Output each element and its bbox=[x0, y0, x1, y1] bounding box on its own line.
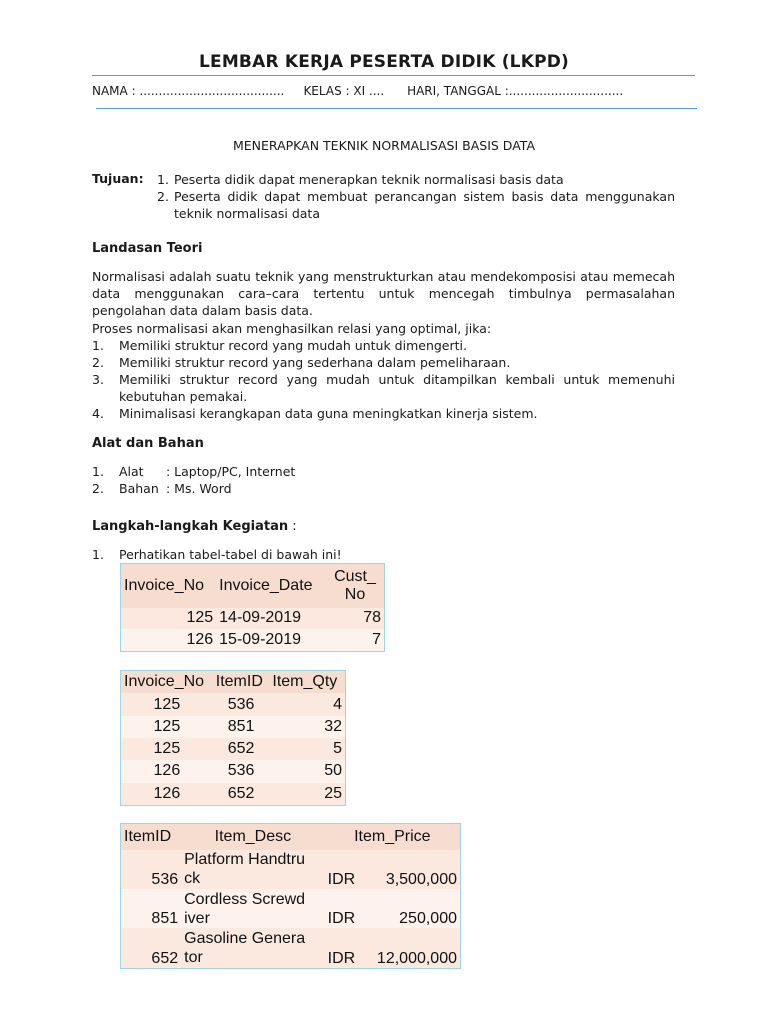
table-header-cell: Item_Desc bbox=[181, 824, 325, 850]
item-desc-line: Platform Handtru bbox=[184, 851, 306, 869]
table-row bbox=[121, 693, 346, 715]
list-item bbox=[92, 371, 675, 405]
list-item bbox=[92, 337, 675, 354]
landasan-criteria-list bbox=[92, 337, 675, 422]
table-cell: 32 bbox=[269, 716, 345, 738]
list-item-number: 4. bbox=[92, 406, 104, 421]
tujuan-item bbox=[157, 171, 675, 188]
table-cell bbox=[181, 889, 325, 928]
student-identity-line: NAMA : ...................................... KELAS : XI .... HARI, TANGGAL :.............................. bbox=[92, 84, 624, 98]
invoice-items-table bbox=[120, 670, 346, 806]
table-cell: 3,500,000 bbox=[363, 850, 461, 889]
list-item bbox=[92, 463, 492, 480]
items-table bbox=[120, 823, 461, 969]
table-cell: 126 bbox=[121, 783, 213, 806]
tujuan-item-number: 2. bbox=[157, 189, 169, 204]
table-cell: 125 bbox=[121, 608, 217, 630]
table-cell: 126 bbox=[121, 629, 217, 651]
table-cell: 4 bbox=[269, 693, 345, 715]
tujuan-list bbox=[157, 171, 675, 222]
table-cell: IDR bbox=[325, 889, 363, 928]
list-item-number: 1. bbox=[92, 338, 104, 353]
step-number: 1. bbox=[92, 547, 104, 562]
table-header-row bbox=[121, 564, 385, 608]
table-row bbox=[121, 889, 461, 928]
table-header-cell: Item_Price bbox=[325, 824, 461, 850]
tujuan-item-text: Peserta didik dapat menerapkan teknik normalisasi basis data bbox=[174, 172, 564, 187]
table-cell: 125 bbox=[121, 716, 213, 738]
langkah-step bbox=[92, 546, 342, 563]
table-row bbox=[121, 608, 385, 630]
list-item bbox=[92, 354, 675, 371]
table-row bbox=[121, 629, 385, 651]
step-text: Perhatikan tabel-tabel di bawah ini! bbox=[119, 547, 342, 562]
table-cell: 652 bbox=[213, 783, 270, 806]
table-header-row bbox=[121, 824, 461, 850]
table-row bbox=[121, 783, 346, 806]
table-row bbox=[121, 738, 346, 760]
table-header-cell: Invoice_No bbox=[121, 564, 217, 608]
table-cell: 14-09-2019 bbox=[216, 608, 326, 630]
table-cell: 250,000 bbox=[363, 889, 461, 928]
table-cell: 536 bbox=[213, 760, 270, 782]
table-header-cell: Cust_No bbox=[326, 564, 385, 608]
langkah-heading-row bbox=[92, 518, 297, 535]
list-item-number: 3. bbox=[92, 372, 104, 387]
landasan-paragraph-2: Proses normalisasi akan menghasilkan relasi yang optimal, jika: bbox=[92, 321, 492, 336]
table-cell bbox=[181, 928, 325, 968]
item-desc-line: tor bbox=[184, 949, 203, 967]
table-cell: 12,000,000 bbox=[363, 928, 461, 968]
list-item-value: : Laptop/PC, Internet bbox=[166, 464, 296, 479]
tujuan-item bbox=[157, 188, 675, 222]
worksheet-subtitle: MENERAPKAN TEKNIK NORMALISASI BASIS DATA bbox=[232, 138, 536, 153]
table-row bbox=[121, 716, 346, 738]
table-cell: 126 bbox=[121, 760, 213, 782]
langkah-heading: Langkah-langkah Kegiatan bbox=[92, 519, 289, 534]
list-item-text: Memiliki struktur record yang sederhana dalam pemeliharaan. bbox=[119, 355, 511, 370]
list-item-label: Alat bbox=[119, 464, 144, 479]
table-row bbox=[121, 850, 461, 889]
list-item-value: : Ms. Word bbox=[166, 481, 232, 496]
tujuan-item-number: 1. bbox=[157, 172, 169, 187]
landasan-paragraph-1: Normalisasi adalah suatu teknik yang menstrukturkan atau mendekomposisi atau memecah data menggunakan cara–cara tertentu untuk mencegah timbulnya permasalahan pengolahan data dalam basis data. bbox=[92, 269, 675, 318]
table-cell: 15-09-2019 bbox=[216, 629, 326, 651]
item-desc-line: iver bbox=[184, 909, 210, 927]
landasan-teori-heading: Landasan Teori bbox=[92, 241, 203, 256]
table-header-cell: Invoice_No bbox=[121, 671, 213, 694]
tujuan-item-text: Peserta didik dapat membuat perancangan sistem basis data menggunakan teknik normalisasi data bbox=[174, 189, 675, 221]
list-item bbox=[92, 480, 492, 497]
table-cell: 125 bbox=[121, 693, 213, 715]
list-item-number: 2. bbox=[92, 481, 104, 496]
table-cell bbox=[181, 850, 325, 889]
table-cell: 78 bbox=[326, 608, 385, 630]
list-item-text: Minimalisasi kerangkapan data guna meningkatkan kinerja sistem. bbox=[119, 406, 538, 421]
item-desc-line: ck bbox=[184, 870, 201, 888]
list-item-number: 2. bbox=[92, 355, 104, 370]
table-row bbox=[121, 928, 461, 968]
alat-bahan-heading: Alat dan Bahan bbox=[92, 436, 204, 451]
invoice-table bbox=[120, 563, 385, 652]
list-item-text: Memiliki struktur record yang mudah untuk dimengerti. bbox=[119, 338, 467, 353]
table-header-cell: Invoice_Date bbox=[216, 564, 326, 608]
table-cell: 536 bbox=[213, 693, 270, 715]
table-cell: IDR bbox=[325, 928, 363, 968]
table-cell: 125 bbox=[121, 738, 213, 760]
header-divider-bottom bbox=[96, 108, 697, 109]
table-cell: 652 bbox=[213, 738, 270, 760]
item-desc-line: Gasoline Genera bbox=[184, 930, 306, 948]
item-desc-line: Cordless Screwd bbox=[184, 890, 306, 908]
tujuan-label: Tujuan: bbox=[92, 171, 144, 186]
table-cell: 7 bbox=[326, 629, 385, 651]
header-divider-top bbox=[92, 75, 695, 76]
table-header-row bbox=[121, 671, 346, 694]
table-cell: 851 bbox=[213, 716, 270, 738]
table-cell: 536 bbox=[121, 850, 182, 889]
table-cell: 851 bbox=[121, 889, 182, 928]
list-item-label: Bahan bbox=[119, 481, 159, 496]
table-row bbox=[121, 760, 346, 782]
table-header-cell: Item_Qty bbox=[269, 671, 345, 694]
langkah-heading-suffix: : bbox=[288, 519, 297, 534]
table-cell: 5 bbox=[269, 738, 345, 760]
list-item bbox=[92, 405, 675, 422]
table-cell: IDR bbox=[325, 850, 363, 889]
table-cell: 50 bbox=[269, 760, 345, 782]
list-item-text: Memiliki struktur record yang mudah untuk ditampilkan kembali untuk memenuhi kebutuhan pemakai. bbox=[119, 372, 675, 404]
alat-bahan-list bbox=[92, 463, 492, 497]
table-cell: 25 bbox=[269, 783, 345, 806]
list-item-number: 1. bbox=[92, 464, 104, 479]
table-header-cell: ItemID bbox=[121, 824, 182, 850]
table-header-cell: ItemID bbox=[213, 671, 270, 694]
document-title: LEMBAR KERJA PESERTA DIDIK (LKPD) bbox=[198, 52, 570, 72]
table-cell: 652 bbox=[121, 928, 182, 968]
